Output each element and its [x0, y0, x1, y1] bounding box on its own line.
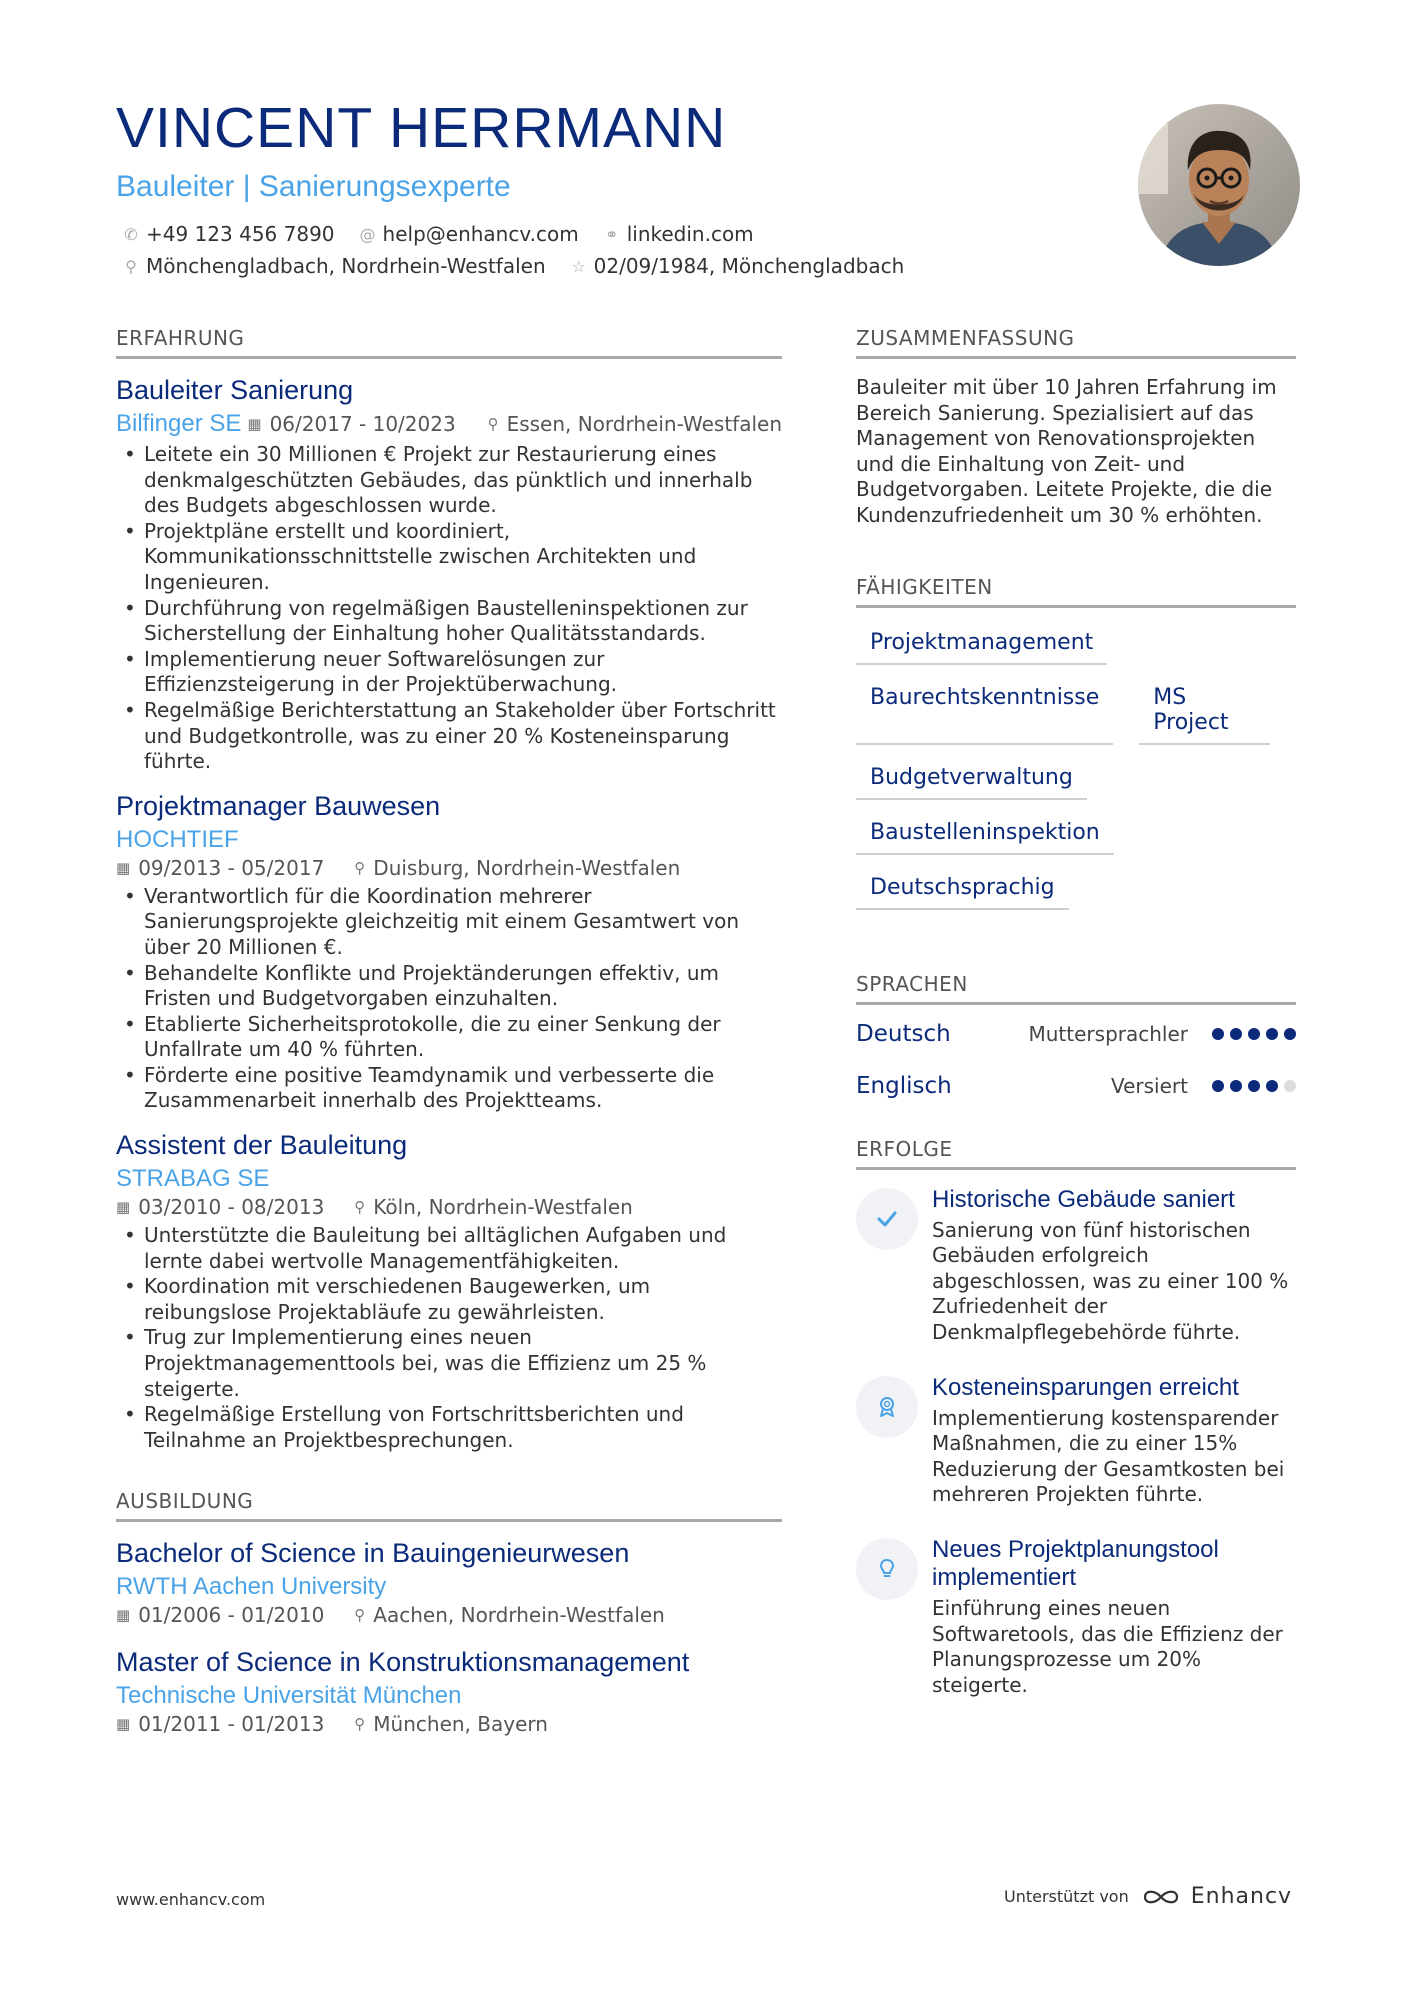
school-name: RWTH Aachen University — [116, 1573, 387, 1601]
phone-contact — [122, 222, 335, 246]
skill-tag: MS Project — [1139, 679, 1270, 745]
avatar — [1138, 104, 1300, 266]
achievement-title: Neues Projektplanungstool implementiert — [932, 1535, 1219, 1591]
job-bullet: • Leitete ein 30 Millionen € Projekt zur Restaurierung eines denkmalgeschützten Gebäudes, das pünktlich und innerhalb des Budgets abgeschlossen wurde. — [116, 442, 782, 519]
job-title: Projektmanager Bauwesen — [116, 790, 441, 821]
location-pin-icon: ⚲ — [354, 1198, 366, 1217]
rating-dot-filled — [1230, 1080, 1242, 1092]
education-section-title: AUSBILDUNG — [116, 1489, 782, 1522]
achievement-item — [856, 1186, 1296, 1346]
achievements-section-title: ERFOLGE — [856, 1137, 1296, 1170]
achievement-description: Implementierung kostensparender Maßnahmen, die zu einer 15% Reduzierung der Gesamtkosten bei mehreren Projekten führte. — [932, 1405, 1285, 1507]
language-level: Versiert — [1110, 1073, 1188, 1098]
job-dates: 09/2013 - 05/2017 — [138, 855, 325, 880]
job-bullet: • Behandelte Konflikte und Projektänderungen effektiv, um Fristen und Budgetvorgaben einzuhalten. — [116, 961, 782, 1012]
calendar-icon: ▦ — [116, 1606, 131, 1625]
achievement-item — [856, 1374, 1296, 1508]
summary-text: Bauleiter mit über 10 Jahren Erfahrung im Bereich Sanierung. Spezialisiert auf das Management von Renovationsprojekten und die Einhaltung von Zeit- und Budgetvorgaben. Leitete Projekte, die die Kundenzufriedenheit um 30 % erhöhten. — [856, 375, 1277, 527]
job-bullet: • Unterstützte die Bauleitung bei alltäglichen Aufgaben und lernte dabei wertvolle Managementfähigkeiten. — [116, 1223, 782, 1274]
candidate-headline: Bauleiter | Sanierungsexperte — [116, 170, 511, 203]
rating-dot-filled — [1266, 1080, 1278, 1092]
job-bullets — [116, 884, 782, 1114]
job-bullet: • Regelmäßige Erstellung von Fortschrittsberichten und Teilnahme an Projektbesprechungen. — [116, 1402, 782, 1453]
language-row — [856, 1073, 1296, 1099]
lightbulb-icon — [856, 1538, 918, 1600]
job-location: Duisburg, Nordrhein-Westfalen — [373, 855, 681, 880]
education-meta — [116, 1603, 782, 1627]
job-bullet: • Trug zur Implementierung eines neuen Projektmanagementtools bei, was die Effizienz um 25 % steigerte. — [116, 1325, 782, 1402]
job-location: Köln, Nordrhein-Westfalen — [373, 1195, 633, 1220]
footer-website[interactable]: www.enhancv.com — [116, 1890, 266, 1909]
education-location: München, Bayern — [373, 1712, 548, 1737]
at-icon: @ — [359, 224, 376, 244]
phone-text: +49 123 456 7890 — [146, 222, 335, 246]
job-entry — [116, 1130, 782, 1453]
location-contact — [122, 254, 546, 278]
language-rating — [1206, 1028, 1296, 1040]
location-pin-icon: ⚲ — [354, 1715, 366, 1734]
contact-row-1 — [122, 222, 778, 246]
education-location: Aachen, Nordrhein-Westfalen — [373, 1603, 665, 1628]
company-name: STRABAG SE — [116, 1165, 270, 1193]
company-name: Bilfinger SE — [116, 410, 242, 437]
job-bullet: • Durchführung von regelmäßigen Baustelleninspektionen zur Sicherstellung der Einhaltung hoher Qualitätsstandards. — [116, 596, 782, 647]
calendar-icon: ▦ — [116, 858, 131, 877]
degree-title: Bachelor of Science in Bauingenieurwesen — [116, 1538, 630, 1569]
location-pin-icon: ⚲ — [125, 256, 137, 276]
job-entry — [116, 375, 782, 775]
rating-dot-filled — [1266, 1028, 1278, 1040]
job-dates: 03/2010 - 08/2013 — [138, 1195, 325, 1220]
candidate-name: VINCENT HERRMANN — [116, 96, 727, 160]
check-icon — [856, 1188, 918, 1250]
language-name: Englisch — [856, 1072, 952, 1099]
calendar-icon: ▦ — [116, 1198, 131, 1217]
achievement-title: Kosteneinsparungen erreicht — [932, 1373, 1239, 1401]
skills-section-title: FÄHIGKEITEN — [856, 575, 1296, 608]
location-pin-icon: ⚲ — [487, 415, 499, 433]
location-pin-icon: ⚲ — [354, 1606, 366, 1625]
job-bullets — [116, 442, 782, 775]
email-text[interactable]: help@enhancv.com — [382, 222, 579, 246]
job-title: Assistent der Bauleitung — [116, 1130, 408, 1161]
skill-tag: Baurechtskenntnisse — [856, 679, 1113, 745]
job-entry — [116, 791, 782, 1114]
job-bullet: • Projektpläne erstellt und koordiniert, Kommunikationsschnittstelle zwischen Architekten und Ingenieuren. — [116, 519, 782, 596]
job-bullet: • Etablierte Sicherheitsprotokolle, die zu einer Senkung der Unfallrate um 40 % führten. — [116, 1012, 782, 1063]
phone-icon: ✆ — [124, 224, 138, 244]
skill-tag: Deutschsprachig — [856, 869, 1069, 910]
company-name: HOCHTIEF — [116, 825, 239, 853]
job-bullet: • Koordination mit verschiedenen Baugewerken, um reibungslose Projektabläufe zu gewährleisten. — [116, 1274, 782, 1325]
education-entry — [116, 1538, 782, 1627]
job-meta — [116, 410, 782, 438]
skills-list — [856, 624, 1296, 924]
achievement-item — [856, 1536, 1296, 1698]
award-icon — [856, 1376, 918, 1438]
education-dates: 01/2006 - 01/2010 — [138, 1603, 325, 1628]
powered-by-text: Unterstützt von — [1004, 1887, 1129, 1906]
school-name: Technische Universität München — [116, 1682, 462, 1710]
footer-powered-by — [1004, 1884, 1292, 1909]
languages-section-title: SPRACHEN — [856, 972, 1296, 1005]
rating-dot-filled — [1212, 1028, 1224, 1040]
degree-title: Master of Science in Konstruktionsmanagement — [116, 1647, 690, 1678]
enhancv-brand: Enhancv — [1190, 1884, 1293, 1909]
skill-tag: Projektmanagement — [856, 624, 1107, 665]
education-meta — [116, 1712, 782, 1736]
job-title: Bauleiter Sanierung — [116, 375, 354, 405]
job-dates: 06/2017 - 10/2023 — [269, 412, 456, 436]
job-bullet: • Regelmäßige Berichterstattung an Stakeholder über Fortschritt und Budgetkontrolle, was zu einer 20 % Kosteneinsparung führte. — [116, 698, 782, 775]
rating-dot-filled — [1248, 1028, 1260, 1040]
achievement-title: Historische Gebäude saniert — [932, 1185, 1235, 1213]
job-bullets — [116, 1223, 782, 1453]
enhancv-logo-icon — [1141, 1885, 1185, 1909]
location-text: Mönchengladbach, Nordrhein-Westfalen — [146, 254, 546, 278]
language-rating — [1206, 1080, 1296, 1092]
linkedin-contact[interactable] — [603, 222, 754, 246]
job-meta — [116, 1195, 782, 1219]
achievement-description: Sanierung von fünf historischen Gebäuden erfolgreich abgeschlossen, was zu einer 100 % Zufriedenheit der Denkmalpflegebehörde führte. — [932, 1217, 1289, 1344]
link-icon: ⚭ — [605, 224, 619, 244]
rating-dot-filled — [1284, 1028, 1296, 1040]
rating-dot-filled — [1230, 1028, 1242, 1040]
job-location: Essen, Nordrhein-Westfalen — [506, 412, 782, 436]
location-pin-icon: ⚲ — [354, 858, 366, 877]
right-column — [856, 326, 1296, 1726]
job-bullet: • Implementierung neuer Softwarelösungen zur Effizienzsteigerung in der Projektüberwachung. — [116, 647, 782, 698]
job-meta — [116, 856, 782, 880]
star-icon: ☆ — [571, 256, 586, 276]
avatar-portrait — [1138, 104, 1300, 266]
summary-section-title: ZUSAMMENFASSUNG — [856, 326, 1296, 359]
birth-text: 02/09/1984, Mönchengladbach — [593, 254, 905, 278]
education-entry — [116, 1647, 782, 1736]
job-bullet: • Förderte eine positive Teamdynamik und verbesserte die Zusammenarbeit innerhalb des Projektteams. — [116, 1063, 782, 1114]
skill-tag: Budgetverwaltung — [856, 759, 1087, 800]
contact-row-2 — [122, 254, 928, 278]
language-row — [856, 1021, 1296, 1047]
left-column — [116, 326, 782, 1756]
email-contact[interactable] — [359, 222, 579, 246]
language-level: Muttersprachler — [1028, 1021, 1188, 1046]
job-bullet: • Verantwortlich für die Koordination mehrerer Sanierungsprojekte gleichzeitig mit einem Gesamtwert von über 20 Millionen €. — [116, 884, 782, 961]
experience-section-title: ERFAHRUNG — [116, 326, 782, 359]
rating-dot-filled — [1212, 1080, 1224, 1092]
birth-contact — [570, 254, 905, 278]
rating-dot-filled — [1248, 1080, 1260, 1092]
language-name: Deutsch — [856, 1020, 951, 1047]
achievement-description: Einführung eines neuen Softwaretools, das die Effizienz der Planungsprozesse um 20% steigerte. — [932, 1595, 1283, 1697]
calendar-icon: ▦ — [116, 1715, 131, 1734]
skill-tag: Baustelleninspektion — [856, 814, 1114, 855]
rating-dot-empty — [1284, 1080, 1296, 1092]
calendar-icon: ▦ — [247, 415, 262, 433]
linkedin-text[interactable]: linkedin.com — [626, 222, 754, 246]
education-dates: 01/2011 - 01/2013 — [138, 1712, 325, 1737]
